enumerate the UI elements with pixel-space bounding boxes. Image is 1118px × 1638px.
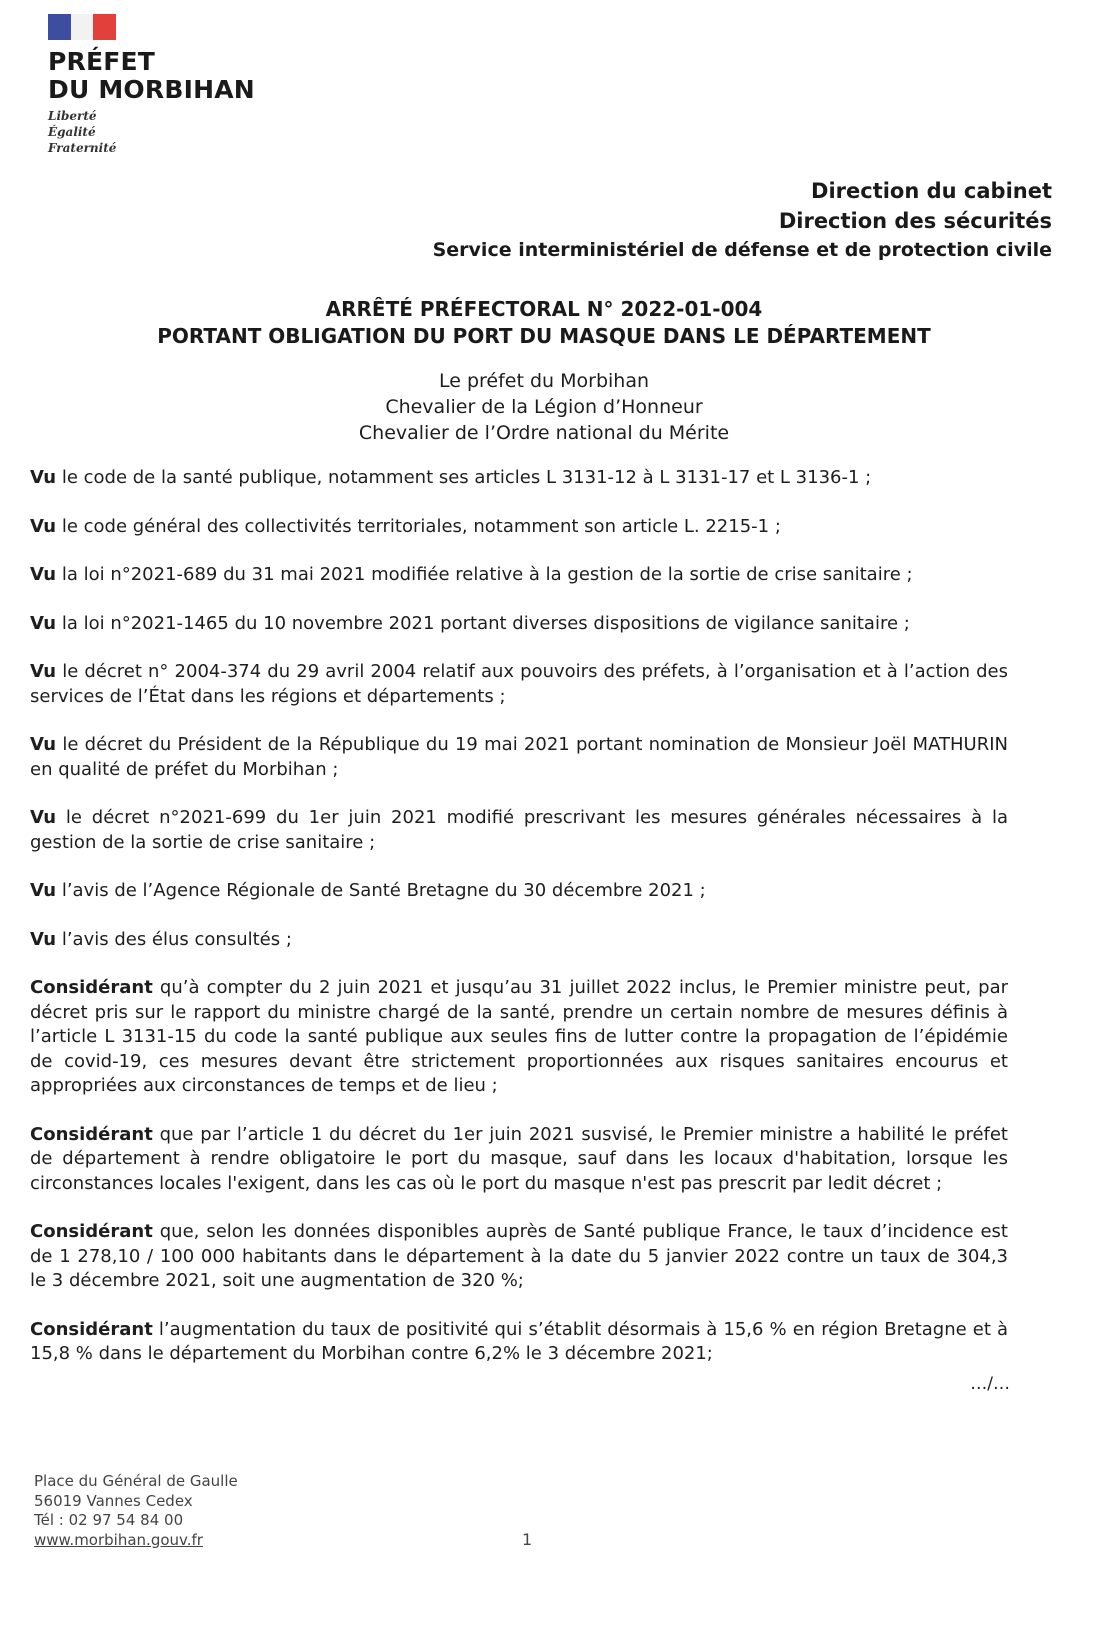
paragraph-lead: Considérant <box>30 1123 153 1145</box>
page-continuation: …/… <box>970 1374 1010 1394</box>
paragraph-text: la loi n°2021-689 du 31 mai 2021 modifiée relative à la gestion de la sortie de crise sanitaire ; <box>56 564 913 585</box>
paragraph-lead: Considérant <box>30 1318 153 1340</box>
paragraph-lead: Considérant <box>30 977 153 998</box>
paragraph-text: l’avis des élus consultés ; <box>56 928 292 950</box>
paragraph-text: le code de la santé publique, notamment ses articles L 3131-12 à L 3131-17 et L 3136-1 ; <box>56 467 872 488</box>
paragraph-text: le décret n° 2004-374 du 29 avril 2004 relatif aux pouvoirs des préfets, à l’organisation et à l’action des services de l’État dans les régions et départements ; <box>30 661 1008 707</box>
footer-street: Place du Général de Gaulle <box>34 1472 238 1490</box>
paragraph-text: le décret du Président de la République du 19 mai 2021 portant nomination de Monsieur Joël MATHURIN en qualité de préfet du Morbihan ; <box>30 734 1008 780</box>
authority-line-3: Chevalier de l’Ordre national du Mérite <box>358 422 730 444</box>
motto-egalite: Égalité <box>48 125 96 139</box>
vu-paragraph <box>30 612 1008 637</box>
vu-paragraph <box>30 879 1008 904</box>
paragraph-lead: Considérant <box>30 1221 153 1242</box>
paragraph-text: l’avis de l’Agence Régionale de Santé Bretagne du 30 décembre 2021 ; <box>56 880 706 901</box>
footer-address <box>34 1472 238 1550</box>
vu-paragraph <box>30 733 1008 782</box>
paragraph-lead: Vu <box>30 928 57 950</box>
paragraph-lead: Vu <box>30 661 57 682</box>
vu-paragraph <box>30 806 1008 855</box>
decree-body <box>30 466 1008 1391</box>
paragraph-lead: Vu <box>30 880 57 901</box>
service-interministeriel: Service interministériel de défense et de protection civile <box>432 239 1052 261</box>
motto-liberte: Liberté <box>48 109 97 123</box>
vu-paragraph <box>30 660 1008 709</box>
paragraph-lead: Vu <box>30 807 57 828</box>
paragraph-lead: Vu <box>30 734 57 755</box>
issuing-direction <box>433 176 1052 264</box>
prefet-authority <box>0 368 1088 446</box>
paragraph-lead: Vu <box>30 515 57 537</box>
paragraph-lead: Vu <box>30 612 57 634</box>
page-number: 1 <box>522 1530 533 1549</box>
paragraph-text: la loi n°2021-1465 du 10 novembre 2021 portant diverses dispositions de vigilance sanitaire ; <box>56 612 910 634</box>
considerant-paragraph <box>30 1220 1008 1294</box>
paragraph-text: le décret n°2021-699 du 1er juin 2021 modifié prescrivant les mesures générales nécessaires à la gestion de la sortie de crise sanitaire ; <box>30 807 1008 853</box>
vu-paragraph <box>30 466 1008 491</box>
prefet-line-1: PRÉFET <box>48 47 156 76</box>
direction-cabinet: Direction du cabinet <box>811 179 1052 203</box>
considerant-paragraph <box>30 1123 1008 1197</box>
paragraph-lead: Vu <box>30 564 57 585</box>
decree-number: ARRÊTÉ PRÉFECTORAL N° 2022-01-004 <box>325 297 763 321</box>
authority-line-2: Chevalier de la Légion d’Honneur <box>385 396 703 418</box>
vu-paragraph <box>30 928 1008 953</box>
footer-website-link[interactable]: www.morbihan.gouv.fr <box>34 1530 203 1549</box>
prefet-name <box>48 48 258 104</box>
footer-city: 56019 Vannes Cedex <box>34 1491 193 1510</box>
decree-title <box>0 296 1088 350</box>
considerant-paragraph <box>30 976 1008 1099</box>
prefet-line-2: DU MORBIHAN <box>48 75 255 104</box>
decree-subject: PORTANT OBLIGATION DU PORT DU MASQUE DANS LE DÉPARTEMENT <box>157 324 931 348</box>
paragraph-text: que par l’article 1 du décret du 1er juin 2021 susvisé, le Premier ministre a habilité le préfet de département à rendre obligatoire le port du masque, sauf dans les locaux d'habitation, lorsque les circonstances locales l'exigent, dans les cas où le port du masque n'est pas prescrit par ledit décret ; <box>30 1123 1008 1194</box>
vu-paragraph <box>30 563 1008 588</box>
motto-fraternite: Fraternité <box>48 141 117 155</box>
paragraph-text: que, selon les données disponibles auprès de Santé publique France, le taux d’incidence est de 1 278,10 / 100 000 habitants dans le département à la date du 5 janvier 2022 contre un taux de 304,3 le 3 décembre 2021, soit une augmentation de 320 %; <box>30 1221 1008 1291</box>
paragraph-lead: Vu <box>30 467 57 488</box>
prefecture-logo <box>48 14 258 156</box>
direction-securites: Direction des sécurités <box>778 209 1052 233</box>
considerant-paragraph <box>30 1318 1008 1367</box>
authority-line-1: Le préfet du Morbihan <box>438 370 650 392</box>
paragraph-text: qu’à compter du 2 juin 2021 et jusqu’au 31 juillet 2022 inclus, le Premier ministre peut, par décret pris sur le rapport du ministre chargé de la santé, prendre un certain nombre de mesures définis à l’article L 3131-15 du code la santé publique aux seules fins de lutter contre la propagation de l’épidémie de covid-19, ces mesures devant être strictement proportionnées aux risques sanitaires encourus et appropriées aux circonstances de temps et de lieu ; <box>30 977 1008 1096</box>
vu-paragraph <box>30 515 1008 540</box>
french-flag-icon <box>48 14 116 40</box>
footer-phone: Tél : 02 97 54 84 00 <box>34 1511 184 1529</box>
republic-motto <box>48 108 258 156</box>
paragraph-text: l’augmentation du taux de positivité qui s’établit désormais à 15,6 % en région Bretagne et à 15,8 % dans le département du Morbihan contre 6,2% le 3 décembre 2021; <box>30 1318 1008 1364</box>
paragraph-text: le code général des collectivités territoriales, notamment son article L. 2215-1 ; <box>56 515 781 537</box>
